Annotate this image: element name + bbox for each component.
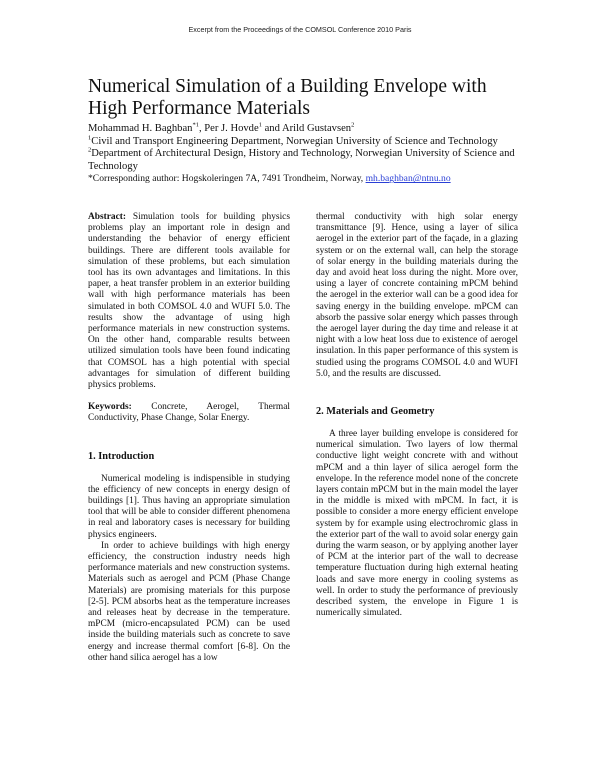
paragraph: In order to achieve buildings with high energy efficiency, the construction industry needs high performance materials and new construction systems. Materials such as aerogel and PCM (Phase Change Materials) are promising materials for this purpose [2-5]. PCM absorbs heat as the temperature increases and releases heat by decrease in the temperature. mPCM (micro-encapsulated PCM) can be used inside the building materials such as concrete to save energy and increase thermal comfort [6-8]. On the other hand silica aerogel has a low: [88, 540, 290, 663]
author-sup: *1: [192, 121, 199, 129]
aff-text: Civil and Transport Engineering Department, Norwegian University of Science and Technology: [91, 135, 498, 147]
abstract-label: Abstract:: [88, 211, 127, 222]
paragraph: A three layer building envelope is considered for numerical simulation. Two layers of low thermal conductive light weight concrete with and without mPCM and a thin layer of silica aerogel form the envelope. In the reference model none of the concrete layers contain mPCM but in the main model the layer in the middle is mixed with mPCM. In fact, it is possible to consider a more energy efficient envelope system by for example using electrochromic glass in the exterior part of the wall to avoid solar energy gain during the warm season, or by applying another layer of PCM at the interior part of the wall to decrease temperature fluctuation during high external heating loads and save more energy in cooling systems as well. In order to study the performance of previously described system, the envelope in Figure 1 is numerically simulated.: [316, 429, 518, 619]
keywords: [88, 402, 290, 424]
keywords-text: Concrete, Aerogel, Thermal Conductivity, Phase Change, Solar Energy.: [88, 402, 290, 424]
right-column: [316, 212, 518, 664]
author: and Arild Gustavsen: [261, 123, 352, 134]
abstract-text: Simulation tools for building physics problems play an important role in design and understanding the behavior of energy efficient buildings. There are different tools available for simulation of these problems, but each simulation tool has its own advantages and limitations. In this paper, a heat transfer problem in an exterior building wall with high performance materials has been simulated in both COMSOL 4.0 and WUFI 5.0. The results show the advantage of using high performance materials in new construction systems. On the other hand, comparable results between utilized simulation tools have been found indicating that COMSOL has a high potential with special advantages for simulation of different building physics problems.: [88, 211, 290, 391]
keywords-label: Keywords:: [88, 402, 132, 413]
section-heading-materials: 2. Materials and Geometry: [316, 406, 435, 418]
abstract: [88, 212, 290, 391]
running-header: Excerpt from the Proceedings of the COMSOL Conference 2010 Paris: [188, 25, 412, 34]
body-columns: [88, 212, 518, 664]
affiliation-2: [88, 148, 538, 173]
left-column: [88, 212, 290, 664]
section-heading-introduction: 1. Introduction: [88, 450, 155, 462]
corr-text: *Corresponding author: Hogskoleringen 7A, 7491 Trondheim, Norway,: [88, 173, 366, 185]
author-list: [88, 123, 538, 136]
aff-sup: 2: [88, 146, 92, 154]
paragraph: thermal conductivity with high solar energy transmittance [9]. Hence, using a layer of silica aerogel in the exterior part of the façade, in a glazing system or on the external wall, can help the storage of solar energy in the building materials during the day and avoid heat loss during the night. More over, using a layer of concrete containing mPCM behind the aerogel in the exterior wall can be a good idea for saving energy in the building envelope. mPCM can absorb the passive solar energy which passes through the aerogel layer during the day time and release it at night with a low heat loss due to existence of aerogel insulation. In this paper performance of this system is studied using the programs COMSOL 4.0 and WUFI 5.0, and the results are discussed.: [316, 211, 518, 379]
paragraph: Numerical modeling is indispensible in studying the efficiency of new concepts in energy design of buildings [1]. Thus having an appropriate simulation tool that will be able to consider different phenomena in real and laboratory cases is necessary for building physics engineers.: [88, 473, 290, 540]
aff-text: Department of Architectural Design, History and Technology, Norwegian University of Science and Technology: [88, 148, 515, 172]
author-sup: 1: [258, 121, 262, 129]
affiliation-1: [88, 136, 538, 149]
aff-sup: 1: [88, 134, 92, 142]
author-block: [88, 123, 538, 186]
paper-title: Numerical Simulation of a Building Envelope with High Performance Materials: [88, 76, 487, 119]
corresponding-author: [88, 173, 538, 186]
author-sup: 2: [351, 121, 355, 129]
author: Mohammad H. Baghban: [88, 123, 193, 134]
author: , Per J. Hovde: [198, 123, 259, 134]
email-link[interactable]: mh.baghban@ntnu.no: [365, 173, 451, 185]
